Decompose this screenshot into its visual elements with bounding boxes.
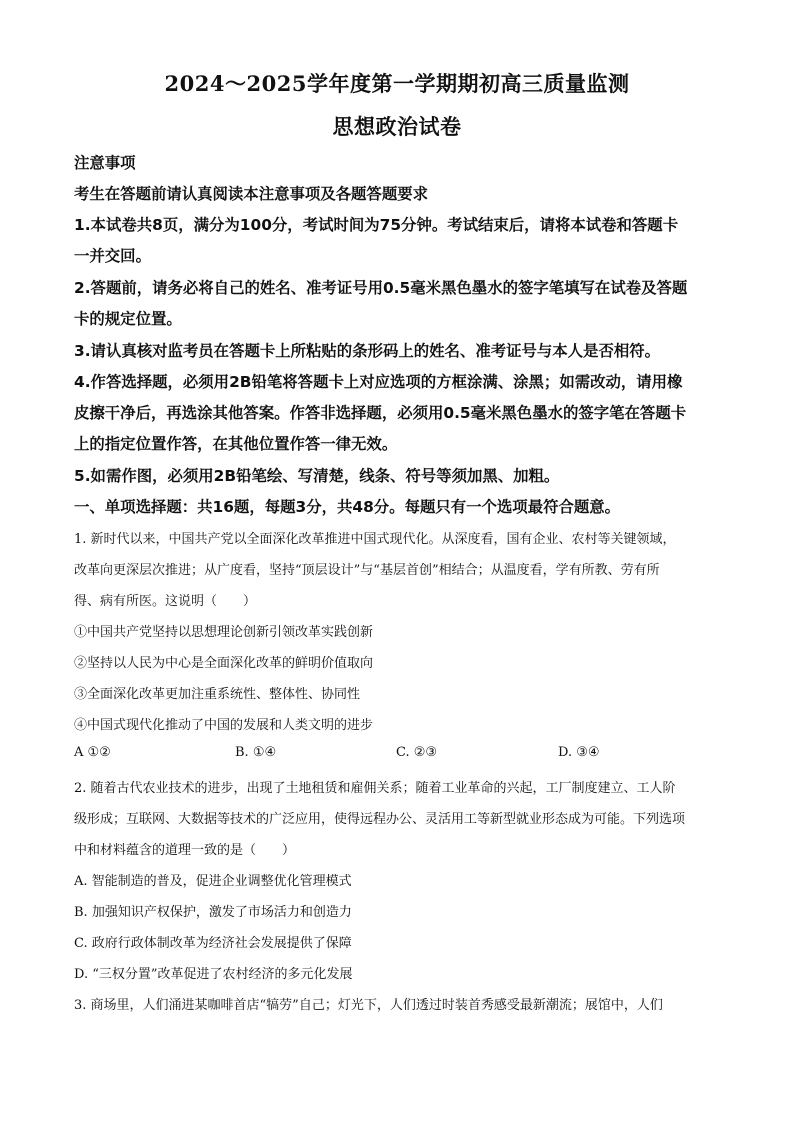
question-1-item: ①中国共产党坚持以思想理论创新引领改革实践创新 — [74, 625, 374, 640]
notice-line: 5.如需作图，必须用2B铅笔绘、写清楚，线条、符号等须加黑、加粗。 — [74, 467, 560, 485]
question-2-text: 2. 随着古代农业技术的进步，出现了土地租赁和雇佣关系；随着工业革命的兴起，工厂制度建立、工人阶 — [74, 781, 676, 796]
notice-line: 上的指定位置作答，在其他位置作答一律无效。 — [74, 435, 398, 453]
notice-line: 卡的规定位置。 — [74, 310, 182, 328]
question-2-text: 中和材料蕴含的道理一致的是（ ） — [74, 843, 296, 858]
question-1-item: ②坚持以人民为中心是全面深化改革的鲜明价值取向 — [74, 656, 374, 671]
question-1-option-c[interactable]: C. ②③ — [396, 745, 438, 760]
notice-line: 1.本试卷共8页，满分为100分，考试时间为75分钟。考试结束后，请将本试卷和答题卡 — [74, 216, 679, 234]
exam-subtitle: 思想政治试卷 — [332, 114, 462, 139]
question-1-item: ④中国式现代化推动了中国的发展和人类文明的进步 — [74, 718, 374, 733]
question-2-option-b[interactable]: B. 加强知识产权保护，激发了市场活力和创造力 — [74, 905, 352, 920]
question-1-text: 1. 新时代以来，中国共产党以全面深化改革推进中国式现代化。从深度看，国有企业、农村等关键领域， — [74, 532, 676, 547]
question-2-option-d[interactable]: D. “三权分置”改革促进了农村经济的多元化发展 — [74, 967, 353, 982]
question-2-text: 级形成；互联网、大数据等技术的广泛应用，使得远程办公、灵活用工等新型就业形态成为可能。下列选项 — [74, 812, 686, 827]
notice-intro: 考生在答题前请认真阅读本注意事项及各题答题要求 — [74, 185, 428, 203]
question-2-option-a[interactable]: A. 智能制造的普及，促进企业调整优化管理模式 — [74, 874, 352, 889]
question-1-option-d[interactable]: D. ③④ — [558, 745, 600, 760]
notice-line: 一并交回。 — [74, 247, 151, 265]
question-1-item: ③全面深化改革更加注重系统性、整体性、协同性 — [74, 687, 361, 702]
notice-line: 皮擦干净后，再选涂其他答案。作答非选择题，必须用0.5毫米黑色墨水的签字笔在答题卡 — [74, 404, 687, 422]
question-1-option-a[interactable]: A ①② — [74, 745, 111, 760]
question-2-option-c[interactable]: C. 政府行政体制改革为经济社会发展提供了保障 — [74, 936, 352, 951]
exam-title: 2024～2025学年度第一学期期初高三质量监测 — [164, 71, 630, 96]
question-1-text: 得、病有所医。这说明（ ） — [74, 594, 257, 609]
question-1-option-b[interactable]: B. ①④ — [235, 745, 277, 760]
notice-line: 4.作答选择题，必须用2B铅笔将答题卡上对应选项的方框涂满、涂黑；如需改动，请用橡 — [74, 373, 683, 391]
question-1-text: 改革向更深层次推进；从广度看，坚持“顶层设计”与“基层首创”相结合；从温度看，学有所教、劳有所 — [74, 563, 660, 578]
question-3-text: 3. 商场里，人们涌进某咖啡首店“犒劳”自己；灯光下，人们透过时装首秀感受最新潮流；展馆中，人们 — [74, 998, 663, 1013]
notice-line: 3.请认真核对监考员在答题卡上所粘贴的条形码上的姓名、准考证号与本人是否相符。 — [74, 342, 661, 360]
notice-heading: 注意事项 — [74, 154, 136, 172]
notice-line: 2.答题前，请务必将自己的姓名、准考证号用0.5毫米黑色墨水的签字笔填写在试卷及答题 — [74, 279, 688, 297]
section-heading: 一、单项选择题：共16题，每题3分，共48分。每题只有一个选项最符合题意。 — [74, 498, 621, 516]
